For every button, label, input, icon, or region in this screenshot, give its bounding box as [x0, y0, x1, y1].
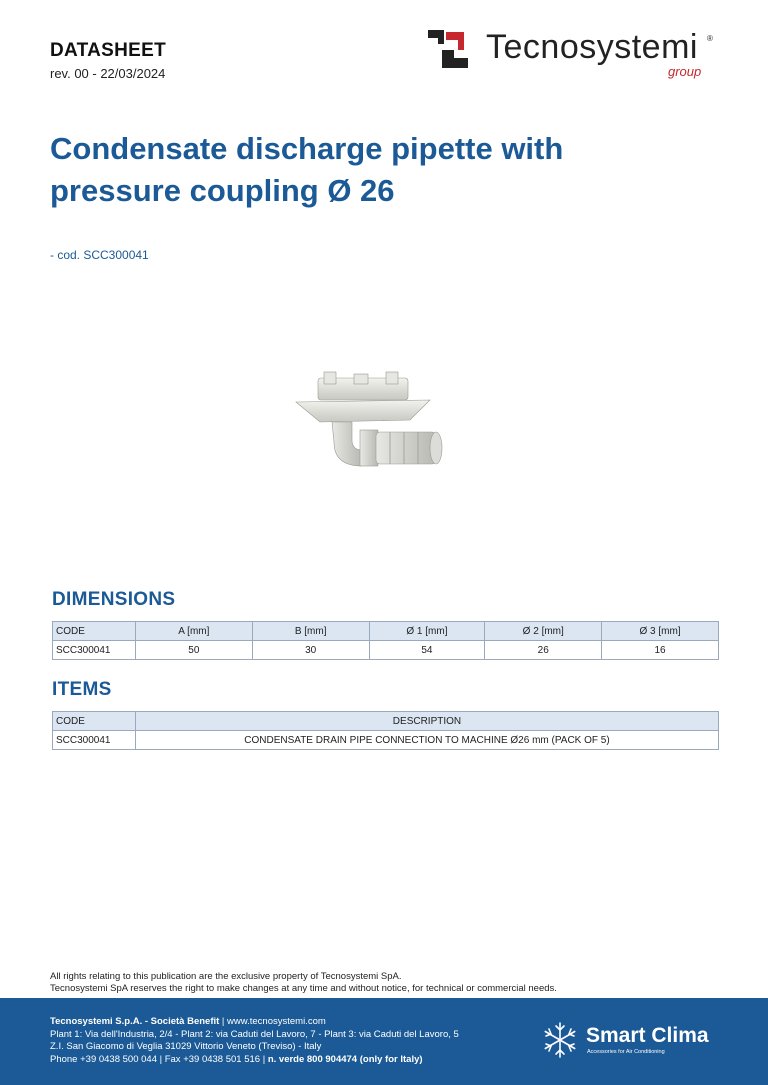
table-cell: CONDENSATE DRAIN PIPE CONNECTION TO MACHINE Ø26 mm (PACK OF 5)	[135, 731, 718, 750]
logo-wordmark: Tecnosystemi	[486, 28, 698, 66]
smart-clima-tagline: Accessories for Air Conditioning	[587, 1049, 665, 1055]
legal-notice	[50, 971, 557, 995]
column-header: CODE	[53, 622, 136, 641]
logo-group: group	[668, 64, 702, 79]
condensate-pipette-image	[290, 370, 460, 480]
table-cell: 26	[485, 641, 602, 660]
items-heading: ITEMS	[52, 679, 112, 700]
table-cell: SCC300041	[53, 641, 136, 660]
table-cell: 54	[369, 641, 485, 660]
smart-clima-name: Smart Clima	[586, 1024, 709, 1047]
product-code: - cod. SCC300041	[50, 248, 149, 262]
table-cell: 30	[252, 641, 369, 660]
column-header: Ø 3 [mm]	[602, 622, 719, 641]
plants-address: Plant 1: Via dell'Industria, 2/4 - Plant 2: via Caduti del Lavoro, 7 - Plant 3: via Caduti del Lavoro, 5	[50, 1028, 459, 1040]
company-website: | www.tecnosystemi.com	[219, 1016, 326, 1027]
product-title: Condensate discharge pipette with pressure coupling Ø 26	[50, 131, 564, 208]
document-type: DATASHEET	[50, 40, 166, 61]
phone-fax: Phone +39 0438 500 044 | Fax +39 0438 501 516 |	[50, 1053, 268, 1065]
table-cell: 16	[602, 641, 719, 660]
column-header: B [mm]	[252, 622, 369, 641]
registered-mark: ®	[707, 34, 713, 43]
tecnosystemi-mark-icon	[428, 28, 480, 70]
table-row	[53, 731, 719, 750]
legal-line: Tecnosystemi SpA reserves the right to make changes at any time and without notice, for technical or commercial needs.	[50, 983, 557, 994]
company-address: Z.I. San Giacomo di Veglia 31029 Vittorio Veneto (Treviso) - Italy	[50, 1041, 322, 1052]
table-header-row	[53, 712, 719, 731]
snowflake-icon	[540, 1020, 580, 1060]
legal-line: All rights relating to this publication are the exclusive property of Tecnosystemi SpA.	[50, 971, 402, 982]
company-info	[50, 1016, 459, 1066]
company-name: Tecnosystemi S.p.A. - Società Benefit	[50, 1016, 220, 1027]
column-header: Ø 2 [mm]	[485, 622, 602, 641]
table-cell: SCC300041	[53, 731, 136, 750]
items-table	[52, 711, 719, 750]
smart-clima-logo	[540, 1020, 730, 1060]
dimensions-table	[52, 621, 719, 660]
table-cell: 50	[135, 641, 252, 660]
revision-date: rev. 00 - 22/03/2024	[50, 66, 166, 81]
tecnosystemi-logo	[428, 28, 728, 78]
column-header: DESCRIPTION	[135, 712, 718, 731]
footer	[0, 998, 768, 1085]
dimensions-heading: DIMENSIONS	[52, 589, 176, 610]
table-header-row	[53, 622, 719, 641]
column-header: Ø 1 [mm]	[369, 622, 485, 641]
toll-free-number: n. verde 800 904474 (only for Italy)	[267, 1053, 423, 1065]
column-header: A [mm]	[135, 622, 252, 641]
table-row	[53, 641, 719, 660]
column-header: CODE	[53, 712, 136, 731]
